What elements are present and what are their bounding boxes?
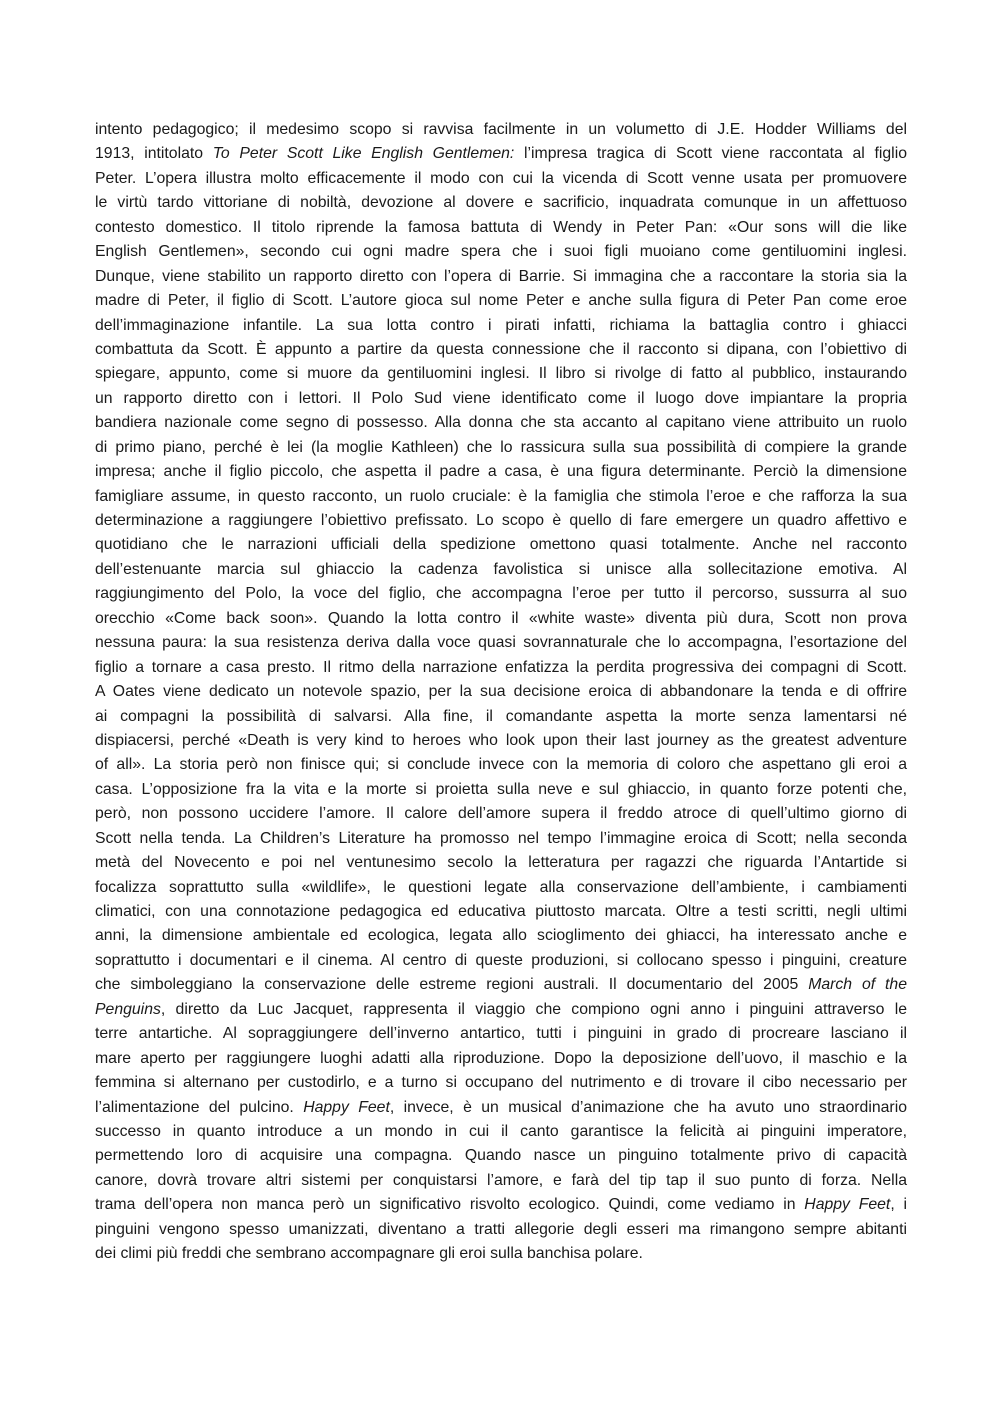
text-line — [95, 924, 907, 948]
text-line — [95, 778, 907, 802]
text-line — [95, 118, 907, 142]
text-run: raggiungimento del Polo, la voce del figlio, che accompagna l’eroe per tutto il percorso, sussurra al suo — [95, 585, 907, 603]
text-line — [95, 1144, 907, 1168]
text-run: A Oates viene dedicato un notevole spazio, per la sua decisione eroica di abbandonare la tenda e di offrire — [95, 683, 907, 701]
text-line — [95, 949, 907, 973]
text-run: le virtù tardo vittoriane di nobiltà, devozione al dovere e sacrificio, inquadrata comunque in un affettuoso — [95, 194, 907, 212]
text-run: climatici, con una connotazione pedagogica ed educativa piuttosto marcata. Oltre a testi scritti, negli ultimi — [95, 903, 907, 920]
text-run: mare aperto per raggiungere luoghi adatti alla riproduzione. Dopo la deposizione dell’uovo, il maschio e la — [95, 1049, 907, 1067]
text-run: nessuna paura: la sua resistenza deriva dalla voce quasi sovrannaturale che lo accompagna, l’esortazione del — [95, 634, 907, 652]
text-run: femmina si alternano per custodirlo, e a turno si occupano del nutrimento e di trovare il cibo necessario per — [95, 1074, 907, 1092]
text-line — [95, 631, 907, 655]
text-run: di primo piano, perché è lei (la moglie Kathleen) che lo rassicura sulla sua possibilità di compiere la grande — [95, 438, 907, 456]
text-line — [95, 338, 907, 362]
text-run: famigliare assume, in questo racconto, un ruolo cruciale: è la famiglia che stimola l’eroe e che rafforza la sua — [95, 487, 907, 505]
text-line — [95, 289, 907, 313]
text-line — [95, 1218, 907, 1242]
text-line — [95, 558, 907, 582]
text-line — [95, 1071, 907, 1095]
text-line — [95, 851, 907, 875]
text-run: terre antartiche. Al sopraggiungere dell’inverno antartico, tutti i pinguini in grado di procreare lasciano il — [95, 1025, 907, 1043]
text-run: quotidiano che le narrazioni ufficiali della spedizione omettono quasi totalmente. Anche nel racconto — [95, 536, 907, 554]
text-line — [95, 216, 907, 240]
text-line — [95, 998, 907, 1022]
text-run: casa. L’opposizione fra la vita e la morte si proietta sulla neve e sul ghiaccio, in quanto forze potenti che, — [95, 780, 907, 798]
text-run: l’impresa tragica di Scott viene raccontata al figlio — [514, 145, 907, 163]
text-line — [95, 705, 907, 729]
text-run: che simboleggiano la conservazione delle estreme regioni australi. Il documentario del 2005 — [95, 976, 809, 994]
text-line — [95, 1193, 907, 1217]
text-run: ai compagni la possibilità di salvarsi. Alla fine, il comandante aspetta la morte senza lamentarsi né — [95, 707, 907, 725]
document-body — [95, 118, 907, 1267]
text-line — [95, 900, 907, 924]
text-line — [95, 533, 907, 557]
text-line — [95, 362, 907, 386]
text-line — [95, 485, 907, 509]
italic-title: March of the — [808, 976, 907, 994]
text-run: Dunque, viene stabilito un rapporto diretto con l’opera di Barrie. Si immagina che a raccontare la storia sia la — [95, 267, 907, 285]
text-line — [95, 240, 907, 264]
text-run: bandiera nazionale come segno di possesso. Alla donna che sta accanto al capitano viene attribuito un ruolo — [95, 414, 907, 432]
text-run: canore, dovrà trovare altri sistemi per conquistarsi l’amore, e farà del tip tap il suo punto di forza. Nella — [95, 1171, 907, 1189]
text-run: 1913, intitolato — [95, 145, 213, 163]
text-run: metà del Novecento e poi nel ventunesimo secolo la letteratura per ragazzi che riguarda l’Antartide si — [95, 854, 907, 872]
text-run: contesto domestico. Il titolo riprende la famosa battuta di Wendy in Peter Pan: «Our sons will die like — [95, 218, 907, 236]
text-run: dei climi più freddi che sembrano accompagnare gli eroi sulla banchisa polare. — [95, 1245, 643, 1263]
text-line — [95, 265, 907, 289]
text-line — [95, 1120, 907, 1144]
text-run: , i — [890, 1196, 907, 1214]
text-run: intento pedagogico; il medesimo scopo si ravvisa facilmente in un volumetto di J.E. Hodder Williams del — [95, 121, 907, 138]
text-run: però, non possono uccidere l’amore. Il calore dell’amore supera il freddo atroce di quell’ultimo giorno di — [95, 805, 907, 823]
text-run: successo in quanto introduce a un mondo in cui il canto garantisce la felicità ai pinguini imperatore, — [95, 1122, 907, 1140]
text-run: orecchio «Come back soon». Quando la lotta contro il «white waste» diventa più dura, Scott non prova — [95, 609, 907, 627]
text-line — [95, 509, 907, 533]
text-line — [95, 607, 907, 631]
text-run: un rapporto diretto con i lettori. Il Polo Sud viene identificato come il luogo dove impiantare la propria — [95, 389, 907, 407]
text-run: trama dell’opera non manca però un significativo risvolto ecologico. Quindi, come vediamo in — [95, 1196, 805, 1214]
text-run: combattuta da Scott. È appunto a partire da questa connessione che il racconto si dipana, con l’obiettivo di — [95, 340, 907, 358]
text-line — [95, 191, 907, 215]
text-line — [95, 142, 907, 166]
text-run: dell’immaginazione infantile. La sua lotta contro i pirati infatti, richiama la battaglia contro i ghiacci — [95, 316, 907, 334]
text-run: pinguini vengono spesso umanizzati, diventano a tratti allegorie degli esseri ma rimangono sempre abitanti — [95, 1220, 907, 1238]
italic-title: Happy Feet — [804, 1196, 891, 1214]
text-run: permettendo loro di acquisire una compagna. Quando nasce un pinguino totalmente privo di capacità — [95, 1147, 907, 1165]
text-run: anni, la dimensione ambientale ed ecologica, legata allo scioglimento dei ghiacci, ha interessato anche e — [95, 927, 907, 945]
text-line — [95, 1242, 907, 1266]
text-run: soprattutto i documentari e il cinema. Al centro di queste produzioni, si collocano spesso i pinguini, creature — [95, 951, 907, 969]
text-line — [95, 656, 907, 680]
text-run: Peter. L’opera illustra molto efficacemente il modo con cui la vicenda di Scott venne usata per promuovere — [95, 169, 907, 187]
text-line — [95, 680, 907, 704]
text-line — [95, 1047, 907, 1071]
text-line — [95, 167, 907, 191]
text-run: madre di Peter, il figlio di Scott. L’autore gioca sul nome Peter e anche sulla figura di Peter Pan come eroe — [95, 292, 907, 310]
text-run: l’alimentazione del pulcino. — [95, 1098, 304, 1116]
text-run: figlio a tornare a casa presto. Il ritmo della narrazione enfatizza la perdita progressiva dei compagni di Scott. — [95, 658, 907, 676]
text-run: determinazione a raggiungere l’obiettivo prefissato. Lo scopo è quello di fare emergere un quadro affettivo e — [95, 512, 907, 529]
text-run: of all». La storia però non finisce qui; si conclude invece con la memoria di coloro che aspettano gli eroi a — [95, 756, 907, 774]
text-line — [95, 753, 907, 777]
text-run: , invece, è un musical d’animazione che ha avuto uno straordinario — [389, 1098, 907, 1116]
text-line — [95, 802, 907, 826]
text-line — [95, 582, 907, 606]
text-run: spiegare, appunto, come si muore da gentiluomini inglesi. Il libro si rivolge di fatto al pubblico, instaurando — [95, 365, 907, 383]
text-line — [95, 314, 907, 338]
text-line — [95, 436, 907, 460]
italic-title: To Peter Scott Like English Gentlemen: — [212, 145, 515, 163]
italic-title: Penguins — [95, 1000, 161, 1018]
text-run: dispiacersi, perché «Death is very kind to heroes who look upon their last journey as the greatest adventure — [95, 731, 907, 749]
text-run: dell’estenuante marcia sul ghiaccio la cadenza favolistica si unisce alla sollecitazione emotiva. Al — [95, 560, 907, 578]
text-line — [95, 876, 907, 900]
text-run: focalizza soprattutto sulla «wildlife», le questioni legate alla conservazione dell’ambiente, i cambiamenti — [95, 878, 907, 896]
text-line — [95, 827, 907, 851]
text-line — [95, 387, 907, 411]
italic-title: Happy Feet — [303, 1098, 390, 1116]
text-run: impresa; anche il figlio piccolo, che aspetta il padre a casa, è una figura determinante. Perciò la dimensione — [95, 463, 907, 481]
text-line — [95, 1169, 907, 1193]
text-line — [95, 973, 907, 997]
text-line — [95, 460, 907, 484]
text-line — [95, 1096, 907, 1120]
text-line — [95, 411, 907, 435]
text-run: , diretto da Luc Jacquet, rappresenta il viaggio che compiono ogni anno i pinguini attraverso le — [160, 1000, 907, 1018]
text-line — [95, 1022, 907, 1046]
text-run: English Gentlemen», secondo cui ogni madre spera che i suoi figli muoiano come gentiluomini inglesi. — [95, 243, 907, 261]
text-run: Scott nella tenda. La Children’s Literature ha promosso nel tempo l’immagine eroica di Scott; nella seconda — [95, 829, 907, 847]
text-line — [95, 729, 907, 753]
